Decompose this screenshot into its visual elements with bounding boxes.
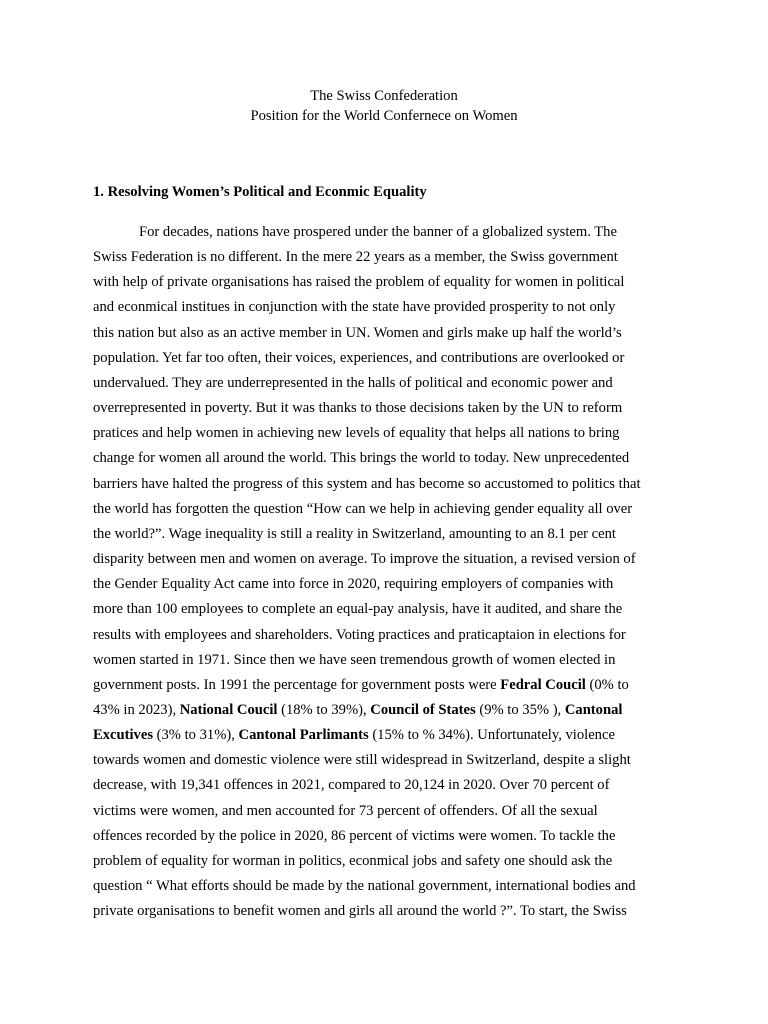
text-run: disparity between men and women on average. To improve the situation, a revised version of	[93, 551, 636, 568]
body-line	[93, 899, 683, 924]
body-line	[93, 396, 683, 421]
body-line	[93, 270, 683, 295]
bold-term: Fedral Coucil	[500, 676, 586, 693]
bold-term: Cantonal	[564, 701, 623, 718]
text-run: the Gender Equality Act came into force in 2020, requiring employers of companies with	[93, 576, 614, 593]
body-line	[93, 849, 683, 874]
text-run: decrease, with 19,341 offences in 2021, compared to 20,124 in 2020. Over 70 percent of	[93, 777, 610, 794]
body-line	[93, 522, 683, 547]
body-line	[93, 673, 683, 698]
body-line	[93, 446, 683, 471]
text-run: barriers have halted the progress of this system and has become so accustomed to politics that	[93, 475, 641, 492]
text-run: (9% to 35% ),	[475, 701, 565, 718]
text-run: pratices and help women in achieving new levels of equality that helps all nations to bring	[93, 425, 620, 442]
body-line	[93, 295, 683, 320]
body-line	[93, 723, 683, 748]
text-run: (15% to % 34%). Unfortunately, violence	[368, 727, 615, 744]
text-run: question “ What efforts should be made by the national government, international bodies and	[93, 878, 636, 895]
bold-term: Cantonal Parlimants	[238, 727, 369, 744]
body-line	[93, 698, 683, 723]
text-run: the world?”. Wage inequality is still a reality in Switzerland, amounting to an 8.1 per cent	[93, 525, 616, 542]
text-run: government posts. In 1991 the percentage for government posts were	[93, 676, 501, 693]
body-line	[93, 371, 683, 396]
text-run: the world has forgotten the question “How can we help in achieving gender equality all over	[93, 500, 633, 517]
text-run: population. Yet far too often, their voices, experiences, and contributions are overlooked or	[93, 349, 625, 366]
text-run: towards women and domestic violence were still widespread in Switzerland, despite a slight	[93, 752, 631, 769]
body-paragraph	[93, 220, 683, 924]
body-line	[93, 799, 683, 824]
body-line	[93, 220, 683, 245]
body-line	[93, 824, 683, 849]
body-line	[93, 321, 683, 346]
title-line-position: Position for the World Confernece on Women	[250, 107, 518, 124]
body-line	[93, 421, 683, 446]
text-run: women started in 1971. Since then we have seen tremendous growth of women elected in	[93, 651, 616, 668]
bold-term: National Coucil	[179, 701, 278, 718]
body-line	[93, 346, 683, 371]
body-line	[93, 497, 683, 522]
bold-term: Excutives	[93, 727, 153, 744]
text-run: (0% to	[585, 676, 629, 693]
text-run: this nation but also as an active member in UN. Women and girls make up half the world’s	[93, 324, 622, 341]
body-line	[93, 245, 683, 270]
text-run: problem of equality for worman in politics, econmical jobs and safety one should ask the	[93, 852, 613, 869]
text-run: undervalued. They are underrepresented in the halls of political and economic power and	[93, 374, 613, 391]
body-line	[93, 472, 683, 497]
text-run: 43% in 2023),	[93, 701, 180, 718]
text-run: (3% to 31%),	[153, 727, 239, 744]
body-line	[93, 773, 683, 798]
text-run: For decades, nations have prospered under the banner of a globalized system. The	[139, 224, 617, 240]
body-line	[93, 623, 683, 648]
body-line	[93, 597, 683, 622]
text-run: (18% to 39%),	[277, 701, 371, 718]
body-line	[93, 874, 683, 899]
text-run: Swiss Federation is no different. In the mere 22 years as a member, the Swiss government	[93, 249, 618, 266]
bold-term: Council of States	[370, 701, 476, 718]
section-heading: 1. Resolving Women’s Political and Econmic Equality	[93, 184, 427, 200]
text-run: with help of private organisations has raised the problem of equality for women in political	[93, 274, 625, 291]
body-line	[93, 547, 683, 572]
title-line-country: The Swiss Confederation	[310, 88, 458, 104]
text-run: overrepresented in poverty. But it was thanks to those decisions taken by the UN to reform	[93, 400, 623, 417]
document-title	[0, 87, 768, 126]
text-run: and econmical institues in conjunction with the state have provided prosperity to not only	[93, 299, 616, 316]
text-run: victims were women, and men accounted for 73 percent of offenders. Of all the sexual	[93, 802, 598, 819]
text-run: more than 100 employees to complete an equal-pay analysis, have it audited, and share the	[93, 601, 623, 618]
text-run: offences recorded by the police in 2020, 86 percent of victims were women. To tackle the	[93, 827, 616, 844]
text-run: private organisations to benefit women and girls all around the world ?”. To start, the Swiss	[93, 903, 627, 920]
text-run: results with employees and shareholders. Voting practices and praticaptaion in elections for	[93, 626, 626, 643]
body-line	[93, 648, 683, 673]
text-run: change for women all around the world. This brings the world to today. New unprecedented	[93, 450, 630, 467]
body-line	[93, 572, 683, 597]
body-line	[93, 748, 683, 773]
